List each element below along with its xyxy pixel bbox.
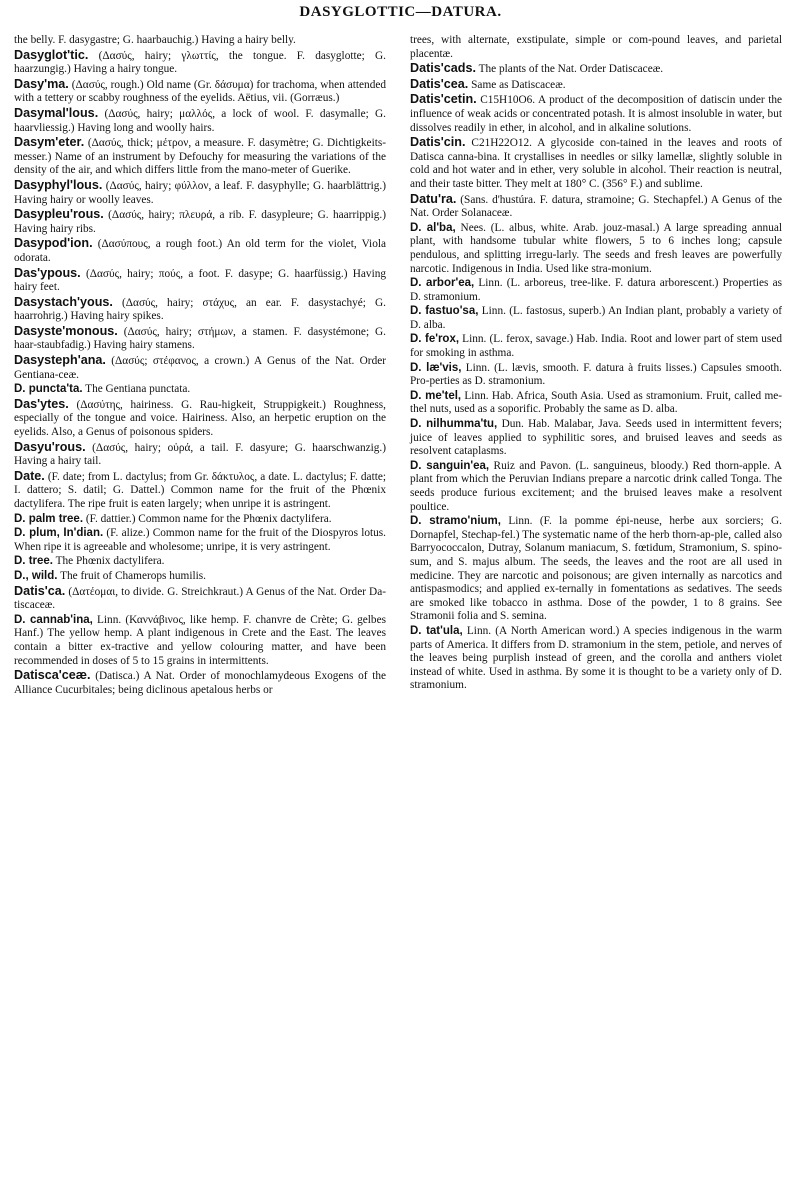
- dictionary-entry: [410, 222, 782, 276]
- entry-headword: D. al'ba,: [410, 221, 456, 234]
- entry-headword: Datu'ra.: [410, 191, 457, 206]
- entry-definition: (F. dattier.) Common name for the Phœnix dactylifera.: [85, 512, 332, 525]
- entry-definition: (Δασύς, hairy; στάχυς, an ear. F. dasystachyé; G. haarrohrig.) Having hairy spikes.: [14, 296, 387, 323]
- entry-definition: Linn. (Καννάβινος, like hemp. F. chanvre de Crète; G. gelbes Hanf.) The yellow hemp. A plant indigenous in Crete and the East. The leaves contain a bitter ex-tractive and yellow colouring matter, and have been recommended in doses of 5 to 15 grains in intermittents.: [14, 613, 386, 667]
- entry-headword: Datis'cads.: [410, 61, 476, 76]
- entry-definition: (Δασύς, hairy; στήμων, a stamen. F. dasystémone; G. haar-staubfadig.) Having hairy stamens.: [14, 325, 386, 352]
- entry-headword: Dasyphyl'lous.: [14, 177, 103, 192]
- dictionary-entry: [410, 78, 782, 93]
- entry-definition: Dun. Hab. Malabar, Java. Seeds used in intermittent fevers; juice of leaves applied to syphilitic sores, and bruised leaves and seeds as resolvent cataplasms.: [410, 418, 783, 458]
- dictionary-entry: [14, 267, 386, 295]
- dictionary-entry: [410, 362, 782, 389]
- entry-definition: (Δασύς, hairy; γλωττίς, the tongue. F. dasyglotte; G. haarzungig.) Having a hairy tongue.: [14, 49, 386, 76]
- dictionary-entry: [14, 555, 386, 569]
- entry-definition: (Δασύς, hairy; πούς, a foot. F. dasype; G. haarfüssig.) Having hairy feet.: [14, 267, 386, 294]
- right-column: [410, 34, 782, 694]
- dictionary-entry: [14, 354, 386, 382]
- entry-definition: Linn. (L. lævis, smooth. F. datura à fruits lisses.) Capsules smooth. Pro-perties as D. stramonium.: [410, 361, 782, 388]
- dictionary-entry: [14, 237, 386, 265]
- entry-definition: (Δασύπους, a rough foot.) An old term for the violet, Viola odorata.: [14, 238, 386, 264]
- entry-definition: The Phœnix dactylifera.: [55, 555, 165, 568]
- dictionary-entry: [14, 470, 386, 512]
- entry-headword: D. stramo'nium,: [410, 515, 501, 528]
- dictionary-entry: [14, 107, 386, 135]
- entry-definition: The Gentiana punctata.: [85, 383, 191, 396]
- entry-definition: Linn. Hab. Africa, South Asia. Used as stramonium. Fruit, called me-thel nuts, used as a soporific. Probably the same as D. alba.: [410, 389, 783, 416]
- entry-headword: Datis'cetin.: [410, 92, 477, 107]
- entry-definition: Linn. (L. arboreus, tree-like. F. datura arborescent.) Properties as D. stramonium.: [410, 277, 783, 303]
- entry-headword: Dasysteph'ana.: [14, 353, 106, 368]
- entry-definition: (Δασύς, hairy; πλευρά, a rib. F. dasypleure; G. haarrippig.) Having hairy ribs.: [14, 209, 387, 235]
- entry-headword: Dasyste'monous.: [14, 323, 118, 338]
- entry-definition: (Δασύς, hairy; οὐρά, a tail. F. dasyure; G. haarschwanzig.) Having a hairy tail.: [14, 441, 387, 468]
- entry-definition: (Δασύτης, hairiness. G. Rau-higkeit, Struppigkeit.) Roughness, especially of the tongue and voice. Hairiness. Also, an herpetic eruption on the eyelids. Also, a Genus of poisonous spiders.: [14, 398, 386, 439]
- dictionary-entry: [410, 515, 782, 624]
- dictionary-entry: [14, 136, 386, 178]
- entry-definition: trees, with alternate, exstipulate, simple or com-pound leaves, and parietal placentæ.: [410, 34, 782, 60]
- entry-headword: Dasystach'yous.: [14, 294, 113, 309]
- entry-definition: C15H10O6. A product of the decomposition of datiscin under the influence of weak acids or concentrated potash. It is almost insoluble in water, but dissolves readily in ether, in alcohol, and in alkaline solutions.: [410, 94, 783, 134]
- entry-headword: Das'ypous.: [14, 265, 81, 280]
- entry-definition: (Δασύς; στέφανος, a crown.) A Genus of the Nat. Order Gentiana-ceæ.: [14, 355, 386, 381]
- entry-definition: (Δασύς, thick; μέτρον, a measure. F. dasymètre; G. Dichtigkeits-messer.) Name of an instrument by Defouchy for measuring the variations of the density of the air, and which differs little from the mano-meter of Guerike.: [14, 137, 387, 177]
- entry-definition: Ruiz and Pavon. (L. sanguineus, bloody.) Red thorn-apple. A plant from which the Peruvian Indians prepare a narcotic drink called Tonga. The seeds produce furious excitement; and the bruised leaves make a resolvent poultice.: [410, 459, 782, 513]
- entry-definition: (Sans. d'hustúra. F. datura, stramoine; G. Stechapfel.) A Genus of the Nat. Order Solanaceæ.: [410, 193, 782, 220]
- entry-definition: Linn. (A North American word.) A species indigenous in the warm parts of America. It differs from D. stramonium in the stem, petiole, and nerves of the leaves being purplish instead of green, and the corolla and anthers violet instead of white. Used in asthma. By some it is thought to be a variety only of D. stramonium.: [410, 624, 782, 692]
- entry-definition: Linn. (L. ferox, savage.) Hab. India. Root and lower part of stem used for smoking in asthma.: [410, 333, 782, 360]
- entry-headword: D. nilhumma'tu,: [410, 418, 498, 431]
- dictionary-entry: [14, 513, 386, 527]
- entry-definition: (Datisca.) A Nat. Order of monochlamydeous Exogens of the Alliance Cucurbitales; being diclinous apetalous herbs or: [14, 670, 386, 696]
- dictionary-entry: [410, 193, 782, 221]
- dictionary-entry: [14, 78, 386, 106]
- entry-definition: Linn. (L. fastosus, superb.) An Indian plant, probably a variety of D. alba.: [410, 305, 782, 331]
- dictionary-entry: [14, 34, 386, 48]
- entry-headword: D. fe'rox,: [410, 333, 460, 346]
- entry-definition: (Δατέομαι, to divide. G. Streichkraut.) A Genus of the Nat. Order Da-tiscaceæ.: [14, 585, 386, 612]
- dictionary-entry: [410, 333, 782, 360]
- entry-headword: Dasymal'lous.: [14, 105, 99, 120]
- entry-definition: C21H22O12. A glycoside con-tained in the leaves and roots of Datisca canna-bina. It crystallises in needles or silky lamellæ, slightly soluble in cold and hot water and in ether, very soluble in alcohol. Their reaction is neutral, and their taste bitter. They melt at 180° C. (356° F.) and sublime.: [410, 137, 783, 190]
- dictionary-entry: [14, 585, 386, 613]
- entry-definition: (F. date; from L. dactylus; from Gr. δάκτυλος, a date. L. dactylus; F. datte; I. dattero; S. datil; G. Dattel.) Common name for the fruit of the Phœnix dactylifera. The ripe fruit is eaten largely; when unripe it is astringent.: [14, 470, 386, 510]
- entry-headword: D., wild.: [14, 569, 58, 582]
- entry-headword: D. læ'vis,: [410, 361, 462, 374]
- dictionary-entry: [410, 34, 782, 61]
- entry-headword: Datis'cea.: [410, 76, 469, 91]
- dictionary-entry: [410, 277, 782, 304]
- entry-definition: (Δασύς, hairy; μαλλός, a lock of wool. F. dasymalle; G. haarvliessig.) Having long and woolly hairs.: [14, 107, 386, 134]
- dictionary-entry: [14, 669, 386, 697]
- entry-definition: Same as Datiscaceæ.: [471, 78, 566, 91]
- entry-definition: Nees. (L. albus, white. Arab. jouz-masal.) A large spreading annual plant, with handsome tubular white flowers, 5 to 6 inches long; capsule pendulous, and splitting irregu-larly. The seeds and fresh leaves are powerfully narcotic. Indigenous in India. Used like stra-monium.: [410, 221, 782, 275]
- dictionary-entry: [14, 325, 386, 353]
- dictionary-entry: [410, 305, 782, 332]
- dictionary-entry: [410, 93, 782, 135]
- dictionary-entry: [410, 418, 782, 459]
- dictionary-entry: [14, 614, 386, 668]
- entry-definition: The plants of the Nat. Order Datiscaceæ.: [478, 63, 664, 76]
- entry-definition: (Δασύς, rough.) Old name (Gr. δάσυμα) for trachoma, when attended with a tettery or scabby roughness of the eyelids. Aëtius, vii. (Gorræus.): [14, 78, 387, 105]
- dictionary-entry: [410, 625, 782, 693]
- entry-headword: Datis'cin.: [410, 135, 466, 150]
- entry-headword: D. puncta'ta.: [14, 383, 83, 396]
- entry-definition: Linn. (F. la pomme épi-neuse, herbe aux sorciers; G. Dornapfel, Stechap-fel.) The systematic name of the herb thorn-ap-ple, called also Barryococcalon, Dutray, Solanum maniacum, S. fœtidum, Stramonium, S. spino-sum, and S. majus album. The seeds, the leaves and the root are all used in medicine. They are narcotic and poisonous; are given internally as narcotics and antispasmodics; and applied ex-ternally in fomentations as sedatives. The seeds are smoked like tobacco in asthma. Dose of the powder, 1 to 8 grains. See Stramonii folia and S. semina.: [410, 515, 783, 623]
- dictionary-entry: [410, 62, 782, 77]
- entry-headword: Date.: [14, 468, 45, 483]
- dictionary-entry: [14, 527, 386, 554]
- entry-headword: D. plum, In'dian.: [14, 527, 104, 540]
- left-column: [14, 34, 386, 698]
- entry-definition: The fruit of Chamerops humilis.: [60, 569, 206, 582]
- entry-headword: D. fastuo'sa,: [410, 305, 479, 318]
- entry-headword: D. palm tree.: [14, 512, 84, 525]
- dictionary-entry: [14, 441, 386, 469]
- entry-headword: D. tree.: [14, 555, 53, 568]
- entry-headword: Dasy'ma.: [14, 76, 69, 91]
- dictionary-entry: [14, 49, 386, 77]
- dictionary-entry: [14, 179, 386, 207]
- entry-headword: Datisca'ceæ.: [14, 668, 91, 683]
- entry-headword: Dasym'eter.: [14, 135, 85, 150]
- dictionary-entry: [410, 390, 782, 417]
- entry-headword: D. cannab'ina,: [14, 613, 93, 626]
- entry-headword: D. me'tel,: [410, 389, 462, 402]
- entry-headword: Datis'ca.: [14, 583, 66, 598]
- dictionary-entry: [14, 383, 386, 397]
- entry-headword: Dasyu'rous.: [14, 439, 86, 454]
- dictionary-entry: [14, 570, 386, 584]
- dictionary-entry: [14, 208, 386, 236]
- dictionary-entry: [14, 398, 386, 440]
- entry-definition: (Δασύς, hairy; φύλλον, a leaf. F. dasyphylle; G. haarblättrig.) Having hairy or woolly leaves.: [14, 179, 386, 206]
- page-header: DASYGLOTTIC—DATURA.: [299, 4, 502, 20]
- entry-definition: (F. alize.) Common name for the fruit of the Diospyros lotus. When ripe it is agreeable and wholesome; unripe, it is very astringent.: [14, 527, 386, 553]
- entry-headword: Dasypod'ion.: [14, 236, 93, 251]
- entry-headword: Dasypleu'rous.: [14, 207, 104, 222]
- entry-headword: D. arbor'ea,: [410, 277, 475, 290]
- dictionary-entry: [14, 296, 386, 324]
- entry-headword: D. sanguin'ea,: [410, 459, 490, 472]
- dictionary-entry: [410, 460, 782, 514]
- entry-definition: the belly. F. dasygastre; G. haarbauchig.) Having a hairy belly.: [14, 34, 296, 46]
- dictionary-entry: [410, 136, 782, 191]
- entry-headword: Dasyglot'tic.: [14, 47, 89, 62]
- entry-headword: D. tat'ula,: [410, 624, 463, 637]
- entry-headword: Das'ytes.: [14, 396, 69, 411]
